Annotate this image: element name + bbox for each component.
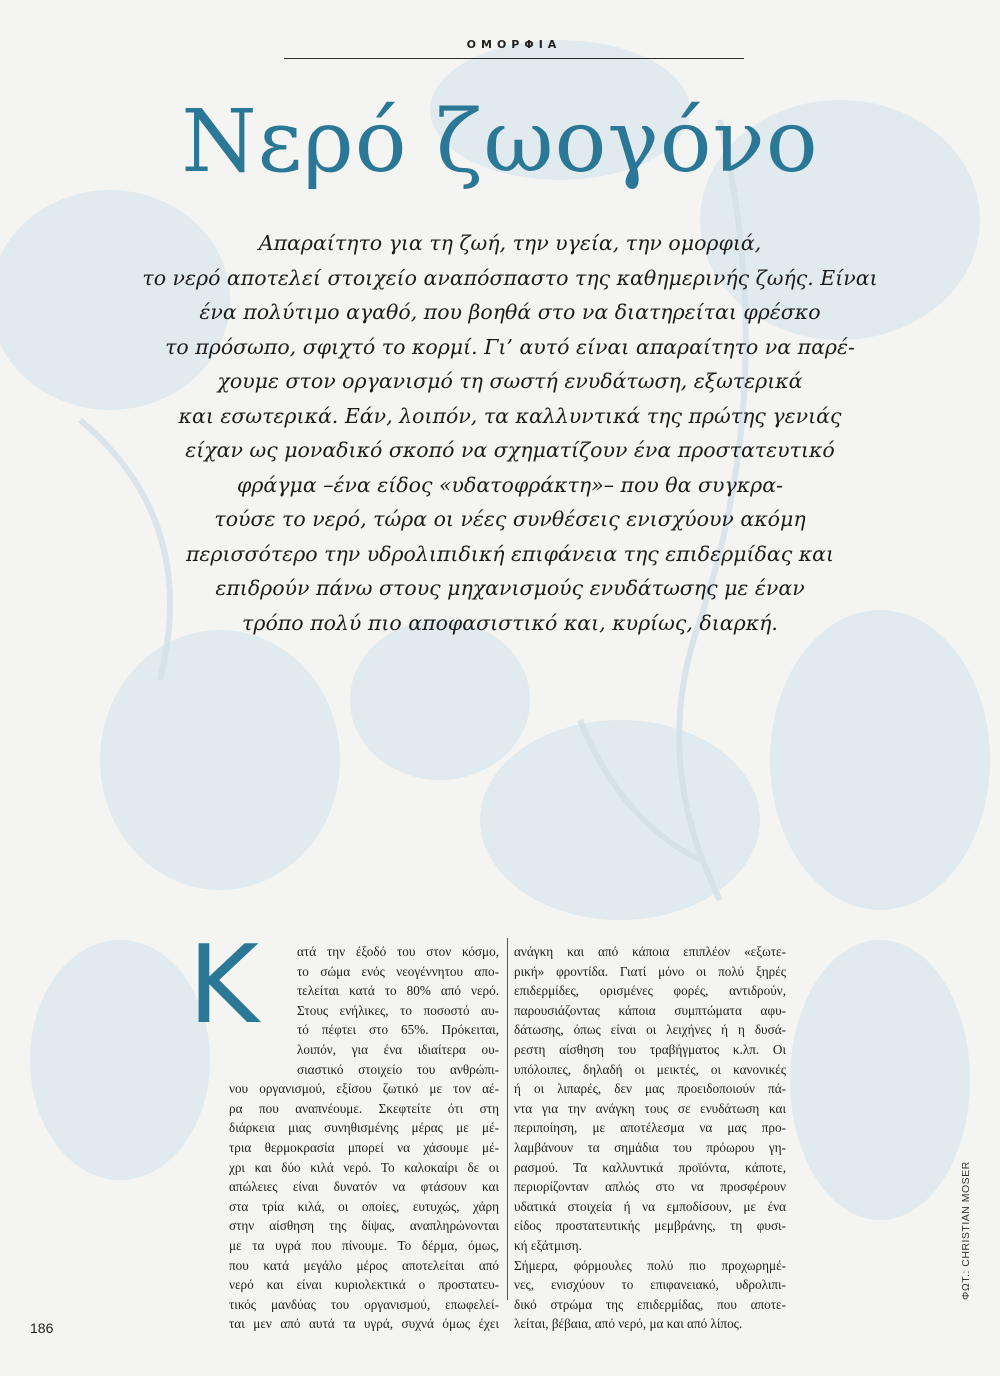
- photo-credit: ΦΩΤ.: CHRISTIAN MOSER: [960, 1161, 972, 1300]
- body-line: περιορίζονταν απλώς στο να προσφέρουν: [514, 1179, 786, 1195]
- lede-line: και εσωτερικά. Εάν, λοιπόν, τα καλλυντικά της πρώτης γενιάς: [178, 403, 842, 428]
- lede-line: τούσε το νερό, τώρα οι νέες συνθέσεις ενισχύουν ακόμη: [214, 507, 806, 531]
- body-line: λαμβάνουν τα σημάδια του πρόωρου γη-: [514, 1139, 786, 1155]
- body-line: ντα για την ανάγκη τους σε ενυδάτωση και: [514, 1100, 786, 1116]
- body-line: νερό και είναι κυριολεκτικά ο προστατευ-: [229, 1277, 499, 1293]
- body-line: επιδερμίδες, ορισμένες φορές, αντιδρούν,: [514, 983, 786, 999]
- body-line: με τα υγρά που πίνουμε. Το δέρμα, όμως,: [229, 1237, 499, 1253]
- body-line: παρουσιάζοντας κάποια συμπτώματα αφυ-: [514, 1002, 786, 1018]
- body-column-2: [514, 942, 786, 1334]
- body-line: τό πέφτει στο 65%. Πρόκειται,: [297, 1022, 499, 1038]
- lede-line: επιδρούν πάνω στους μηχανισμούς ενυδάτωσης με έναν: [215, 576, 805, 600]
- body-line: ή οι λιπαρές, δεν μας προειδοποιούν πά-: [514, 1081, 786, 1097]
- body-line: δικό στρώμα της επιδερμίδας, που αποτε-: [514, 1296, 786, 1312]
- lede-line: το πρόσωπο, σφιχτό το κορμί. Γι’ αυτό είναι απαραίτητο να παρέ-: [165, 334, 855, 359]
- body-line: τικός μανδύας του οργανισμού, επωφελεί-: [229, 1296, 499, 1312]
- lede-line: είχαν ως μοναδικό σκοπό να σχηματίζουν ένα προστατευτικό: [185, 438, 835, 462]
- body-line: νου οργανισμού, εξίσου ζωτικό με τον αέ-: [229, 1081, 499, 1097]
- body-line: ρεστη αίσθηση του τραβήγματος κ.λπ. Οι: [514, 1041, 786, 1057]
- body-line: είδος προστατευτικής μεμβράνης, τη φυσι-: [514, 1218, 786, 1234]
- body-line: στην αίσθηση της δίψας, αναπληρώνονται: [229, 1218, 499, 1234]
- lede-line: τρόπο πολύ πιο αποφασιστικό και, κυρίως, διαρκή.: [242, 610, 778, 635]
- body-line: σιαστικό στοιχείο του ανθρώπι-: [297, 1061, 499, 1077]
- body-line: περιποίηση, με αποτέλεσμα να μας προ-: [514, 1120, 786, 1136]
- body-line: υδατικά στοιχεία ή να εμποδίσουν, με ένα: [514, 1198, 786, 1214]
- section-header: ΟΜΟΡΦΙΑ: [284, 38, 744, 59]
- lede-line: χουμε στον οργανισμό τη σωστή ενυδάτωση, εξωτερικά: [217, 369, 803, 393]
- lede-line: περισσότερο την υδρολιπιδική επιφάνεια της επιδερμίδας και: [185, 541, 835, 566]
- body-line: ται μεν από αυτά τα υγρά, συχνά όμως έχει: [229, 1316, 499, 1332]
- body-line: τελείται κατά το 80% από νερό.: [297, 983, 499, 999]
- body-line: που κατά μεγάλο μέρος αποτελείται από: [229, 1257, 499, 1273]
- body-line: απώλειες είναι δυνατόν να φτάσουν και: [229, 1179, 499, 1195]
- column-divider: [507, 938, 508, 1300]
- page-number: 186: [30, 1320, 54, 1336]
- lede-paragraph: [110, 226, 910, 640]
- lede-line: το νερό αποτελεί στοιχείο αναπόσπαστο της καθημερινής ζωής. Είναι: [142, 265, 878, 290]
- body-line: ρική» φροντίδα. Γιατί μόνο οι πολύ ξηρές: [514, 963, 786, 979]
- body-line: νες, ενισχύουν το επιφανειακό, υδρολιπι-: [514, 1277, 786, 1293]
- body-column-1: [229, 942, 499, 1334]
- body-line: λείται, βέβαια, από νερό, μα και από λίπος.: [514, 1316, 743, 1332]
- drop-cap: Κ: [188, 923, 259, 1048]
- body-line: διάρκεια μιας συνηθισμένης μέρας με μέ-: [229, 1120, 499, 1136]
- body-line: κή εξάτμιση.: [514, 1237, 582, 1253]
- lede-line: Απαραίτητο για τη ζωή, την υγεία, την ομορφιά,: [258, 231, 762, 255]
- body-line: το σώμα ενός νεογέννητου απο-: [297, 963, 499, 979]
- body-line: χρι και δύο κιλά νερό. Το καλοκαίρι δε οι: [229, 1159, 499, 1175]
- body-line: ατά την έξοδό του στον κόσμο,: [297, 944, 499, 959]
- body-line: δάτωσης, όπως είναι οι λειχήνες ή η δυσά-: [514, 1022, 786, 1038]
- lede-line: ένα πολύτιμο αγαθό, που βοηθά στο να διατηρείται φρέσκο: [199, 300, 821, 324]
- article-title: Νερό ζωογόνο: [181, 92, 819, 192]
- body-line: υπόλοιπες, δηλαδή οι μεικτές, οι κανονικές: [514, 1061, 786, 1077]
- body-line: τρια θερμοκρασία μπορεί να χάσουμε μέ-: [229, 1139, 499, 1155]
- body-line: Σήμερα, φόρμουλες πολύ πιο προχωρημέ-: [514, 1257, 786, 1273]
- body-line: λοιπόν, για ένα ιδιαίτερα ου-: [297, 1041, 499, 1057]
- lede-line: φράγμα –ένα είδος «υδατοφράκτη»– που θα συγκρα-: [237, 472, 783, 497]
- body-line: ρα που αναπνέουμε. Σκεφτείτε ότι στη: [229, 1100, 499, 1116]
- body-line: Στους ενήλικες, το ποσοστό αυ-: [297, 1002, 499, 1018]
- body-line: ανάγκη και από κάποια επιπλέον «εξωτε-: [514, 944, 786, 959]
- body-line: στα τρία κιλά, οι οποίες, ευτυχώς, χάρη: [229, 1198, 499, 1214]
- body-line: ρασμού. Τα καλλυντικά προϊόντα, κάποτε,: [514, 1159, 786, 1175]
